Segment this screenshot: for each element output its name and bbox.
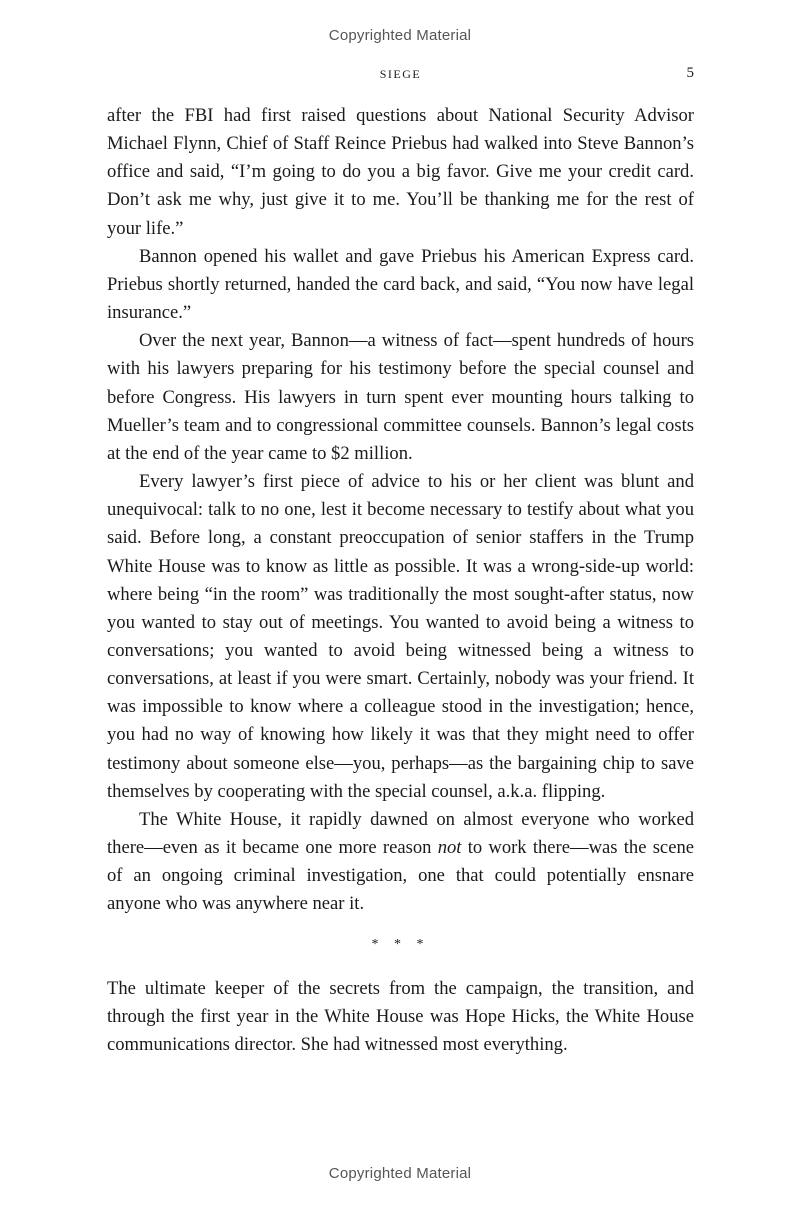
section-break-ornament: * * *: [371, 936, 430, 952]
page-number: 5: [686, 65, 694, 81]
paragraph-2: Bannon opened his wallet and gave Priebus his American Express card. Priebus shortly returned, handed the card back, and said, “You now have legal insurance.”: [107, 245, 694, 324]
paragraph-5-text-after: to work there—was the scene of an ongoing criminal investigation, one that could potentially ensnare anyone who was anywhere near it.: [107, 837, 694, 915]
running-head: [107, 65, 694, 83]
closing-paragraph: The ultimate keeper of the secrets from the campaign, the transition, and through the first year in the White House was Hope Hicks, the White House communications director. She had witnessed most everything.: [107, 977, 694, 1055]
running-head-title: SIEGE: [379, 67, 422, 81]
copyright-watermark-top: Copyrighted Material: [328, 27, 472, 44]
body-text: [107, 102, 694, 1059]
paragraph-5-emphasis: not: [437, 837, 462, 859]
paragraph-1: after the FBI had first raised questions about National Security Advisor Michael Flynn, Chief of Staff Reince Priebus had walked into Steve Bannon’s office and said, “I’m going to do you a big favor. Give me your credit card. Don’t ask me why, just give it to me. You’ll be thanking me for the rest of your life.”: [107, 105, 694, 239]
paragraph-5-text-before: The White House, it rapidly dawned on almost everyone who worked there—even as it became one more reason: [107, 808, 694, 859]
paragraph-4: Every lawyer’s first piece of advice to his or her client was blunt and unequivocal: talk to no one, lest it become necessary to testify about what you said. Before long, a constant preoccupation of senior staffers in the Trump White House was to know as little as possible. It was a wrong-side-up world: where being “in the room” was traditionally the most sought-after status, now you wanted to stay out of meetings. You wanted to avoid being a witness to conversations; you wanted to avoid being witnessed being a witness to conversations, at least if you were smart. Certainly, nobody was your friend. It was impossible to know where a colleague stood in the investigation; hence, you had no way of knowing how likely it was that they might need to offer testimony about someone else—you, perhaps—as the bargaining chip to save themselves by cooperating with the special counsel, a.k.a. flipping.: [107, 471, 694, 802]
paragraph-5: [107, 806, 694, 919]
copyright-watermark-bottom: Copyrighted Material: [328, 1165, 472, 1182]
paragraph-3: Over the next year, Bannon—a witness of fact—spent hundreds of hours with his lawyers preparing for his testimony before the special counsel and before Congress. His lawyers in turn spent ever mounting hours talking to Mueller’s team and to congressional committee counsels. Bannon’s legal costs at the end of the year came to $2 million.: [107, 330, 694, 464]
